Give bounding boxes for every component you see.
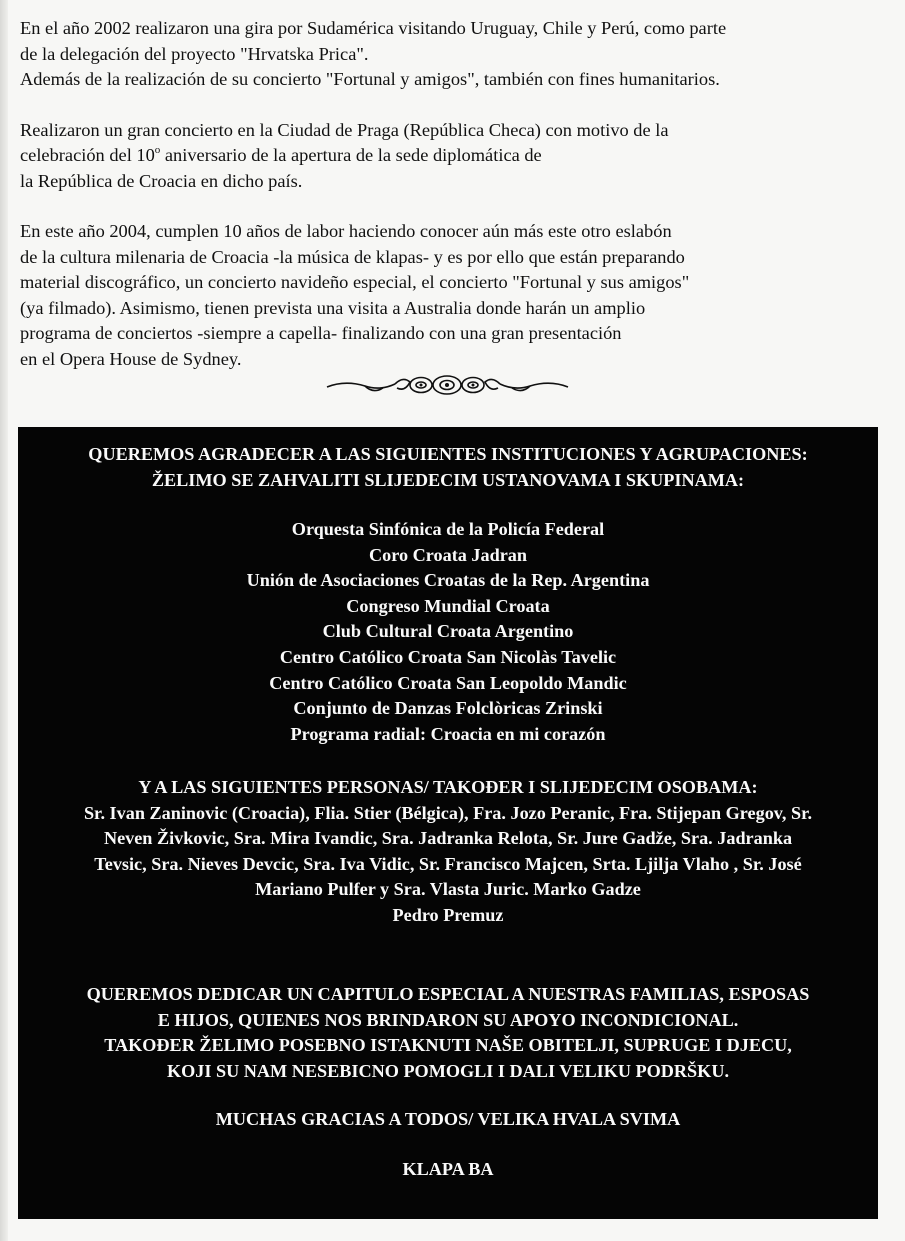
text-line: En este año 2004, cumplen 10 años de labor haciendo conocer aún más este otro eslabón xyxy=(20,221,672,241)
degree-sign: o xyxy=(154,143,161,156)
text-line: la República de Croacia en dicho país. xyxy=(20,170,303,191)
text-line: en el Opera House de Sydney. xyxy=(20,348,242,369)
thanks-text: MUCHAS GRACIAS A TODOS/ VELIKA HVALA SVIMA xyxy=(215,1109,681,1129)
heading-line: QUEREMOS AGRADECER A LAS SIGUIENTES INSTITUCIONES Y AGRUPACIONES: xyxy=(88,444,808,464)
list-item: Conjunto de Danzas Folclòricas Zrinski xyxy=(293,698,603,719)
list-item: Coro Croata Jadran xyxy=(369,544,527,565)
list-item: Club Cultural Croata Argentino xyxy=(322,621,574,642)
ornament-divider-icon xyxy=(325,370,570,400)
families-dedication xyxy=(18,982,878,1084)
dedication-line: QUEREMOS DEDICAR UN CAPITULO ESPECIAL A NUESTRAS FAMILIAS, ESPOSAS xyxy=(86,984,810,1004)
list-item: Programa radial: Croacia en mi corazón xyxy=(290,723,606,744)
persons-line: Mariano Pulfer y Sra. Vlasta Juric. Marko Gadze xyxy=(255,879,641,900)
text-line: material discográfico, un concierto navideño especial, el concierto "Fortunal y sus amigos" xyxy=(20,272,690,292)
persons-line: Sr. Ivan Zaninovic (Croacia), Flia. Stier (Bélgica), Fra. Jozo Peranic, Fra. Stijepan Gregov, Sr. xyxy=(83,802,813,823)
institutions-list xyxy=(18,517,878,747)
acknowledgements-panel xyxy=(18,427,878,1219)
intro-text xyxy=(20,16,880,397)
text-line: de la delegación del proyecto "Hrvatska Prica". xyxy=(20,43,369,64)
paragraph-prague xyxy=(20,118,880,195)
list-item: Unión de Asociaciones Croatas de la Rep. Argentina xyxy=(246,570,650,591)
signature xyxy=(18,1157,878,1183)
persons-line: Neven Živkovic, Sra. Mira Ivandic, Sra. Jadranka Relota, Sr. Jure Gadže, Sra. Jadranka xyxy=(103,828,793,849)
dedication-line: TAKOĐER ŽELIMO POSEBNO ISTAKNUTI NAŠE OBITELJI, SUPRUGE I DJECU, xyxy=(104,1035,792,1056)
page-edge xyxy=(0,0,8,1241)
text-line: Realizaron un gran concierto en la Ciudad de Praga (República Checa) con motivo de la xyxy=(20,119,669,140)
dedication-line: E HIJOS, QUIENES NOS BRINDARON SU APOYO INCONDICIONAL. xyxy=(157,1009,739,1030)
persons-line: Pedro Premuz xyxy=(392,904,504,925)
paragraph-tour xyxy=(20,16,880,93)
dedication-line: KOJI SU NAM NESEBICNO POMOGLI I DALI VELIKU PODRŠKU. xyxy=(166,1060,730,1081)
persons-line: Tevsic, Sra. Nieves Devcic, Sra. Iva Vidic, Sr. Francisco Majcen, Srta. Ljilja Vlaho , Sr. José xyxy=(94,853,802,874)
thanks-line xyxy=(18,1107,878,1133)
list-item: Centro Católico Croata San Leopoldo Mandic xyxy=(269,672,627,693)
list-item: Congreso Mundial Croata xyxy=(346,595,550,616)
text-line: de la cultura milenaria de Croacia -la música de klapas- y es por ello que están preparando xyxy=(20,246,685,267)
text-line: programa de conciertos -siempre a capella- finalizando con una gran presentación xyxy=(20,323,622,343)
text-line xyxy=(20,143,880,169)
text-line: (ya filmado). Asimismo, tienen prevista una visita a Australia donde harán un amplio xyxy=(20,297,646,318)
list-item: Centro Católico Croata San Nicolàs Tavelic xyxy=(279,646,617,667)
persons-heading: Y A LAS SIGUIENTES PERSONAS/ TAKOĐER I SLIJEDECIM OSOBAMA: xyxy=(138,777,758,797)
text-line: En el año 2002 realizaron una gira por Sudamérica visitando Uruguay, Chile y Perú, como parte xyxy=(20,18,727,38)
heading-line: ŽELIMO SE ZAHVALITI SLIJEDECIM USTANOVAMA I SKUPINAMA: xyxy=(151,469,745,490)
text-line: Además de la realización de su concierto "Fortunal y amigos", también con fines humanitarios. xyxy=(20,69,720,89)
text-fragment: celebración del 10 xyxy=(20,145,155,165)
text-fragment: aniversario de la apertura de la sede diplomática de xyxy=(160,145,542,165)
persons-section xyxy=(18,775,878,929)
list-item: Orquesta Sinfónica de la Policía Federal xyxy=(291,519,605,539)
institutions-heading xyxy=(18,442,878,493)
paragraph-2004 xyxy=(20,219,880,372)
signature-text: KLAPA BA xyxy=(402,1159,494,1179)
